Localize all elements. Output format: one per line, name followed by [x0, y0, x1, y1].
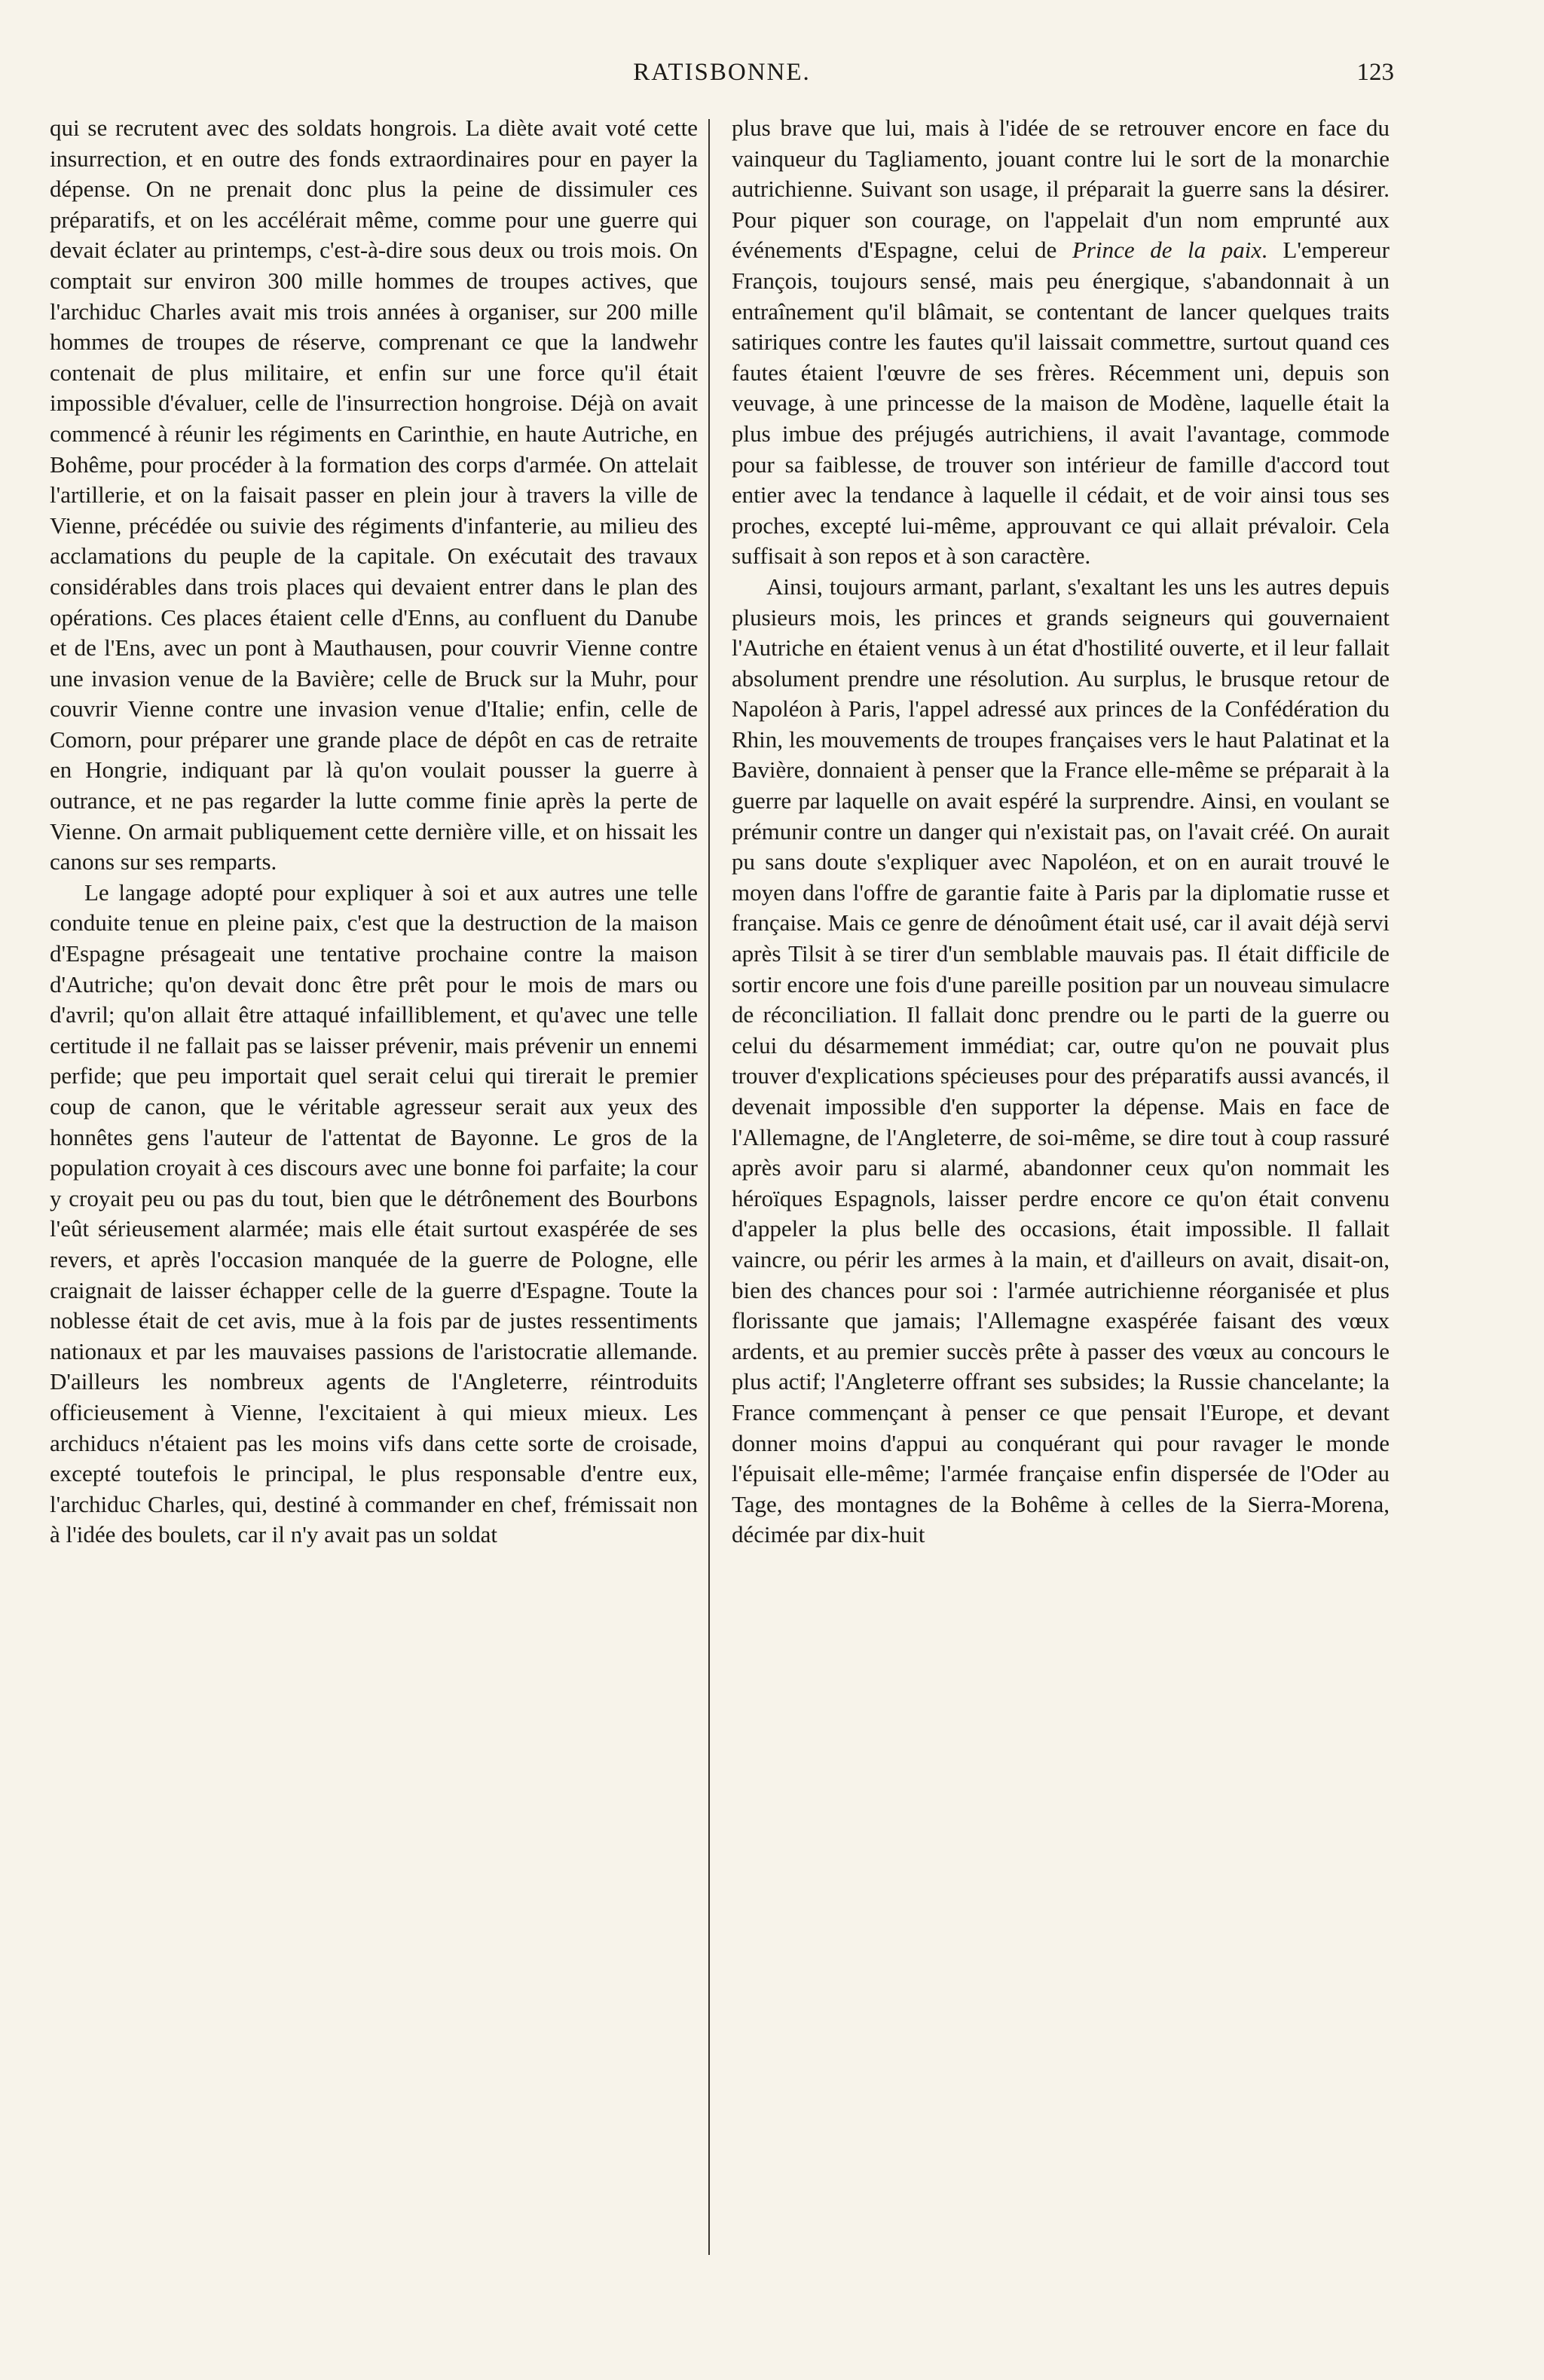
column-divider: [708, 119, 710, 2255]
paragraph: Le langage adopté pour expliquer à soi et aux autres une telle conduite tenue en pleine paix, c'est que la destruction de la maison d'Espagne présageait une tentative prochaine contre la maison d'Autriche; qu'on devait donc être prêt pour le mois de mars ou d'avril; qu'on allait être attaqué infailliblement, et qu'avec une telle certitude il ne fallait pas se laisser prévenir, mais prévenir un ennemi perfide; que peu importait quel serait celui qui tirerait le premier coup de canon, que le véritable agresseur serait aux yeux des honnêtes gens l'auteur de l'attentat de Bayonne. Le gros de la population croyait à ces discours avec une bonne foi parfaite; la cour y croyait peu ou pas du tout, bien que le détrônement des Bourbons l'eût sérieusement alarmée; mais elle était surtout exaspérée de ses revers, et après l'occasion manquée de la guerre de Pologne, elle craignait de laisser échapper celle de la guerre d'Espagne. Toute la noblesse était de cet avis, mue à la fois par de justes ressentiments nationaux et par les mauvaises passions de l'aristocratie allemande. D'ailleurs les nombreux agents de l'Angleterre, réintroduits officieusement à Vienne, l'excitaient à qui mieux mieux. Les archiducs n'étaient pas les moins vifs dans cette sorte de croisade, excepté toutefois le principal, le plus responsable d'entre eux, l'archiduc Charles, qui, destiné à commander en chef, frémissait non à l'idée des boulets, car il n'y avait pas un soldat: [50, 878, 698, 1548]
left-column: [50, 113, 698, 1551]
paragraph-text: plus brave que lui, mais à l'idée de se retrouver encore en face du vainqueur du Tagliamento, jouant contre lui le sort de la monarchie autrichienne. Suivant son usage, il préparait la guerre sans la désirer. Pour piquer son courage, on l'appelait d'un nom emprunté aux événements d'Espagne, celui de: [732, 115, 1390, 264]
paragraph: Ainsi, toujours armant, parlant, s'exaltant les uns les autres depuis plusieurs mois, les princes et grands seigneurs qui gouvernaient l'Autriche en étaient venus à un état d'hostilité ouverte, et il leur fallait absolument prendre une résolution. Au surplus, le brusque retour de Napoléon à Paris, l'appel adressé aux princes de la Confédération du Rhin, les mouvements de troupes françaises vers le haut Palatinat et la Bavière, donnaient à penser que la France elle-même se préparait à la guerre par laquelle on avait espéré la surprendre. Ainsi, en voulant se prémunir contre un danger qui n'existait pas, on l'avait créé. On aurait pu sans doute s'expliquer avec Napoléon, et on en aurait trouvé le moyen dans l'offre de garantie faite à Paris par la diplomatie russe et française. Mais ce genre de dénoûment était usé, car il avait déjà servi après Tilsit à se tirer d'un semblable mauvais pas. Il était difficile de sortir encore une fois d'une pareille position par un nouveau simulacre de réconciliation. Il fallait donc prendre ou le parti de la guerre ou celui du désarmement immédiat; car, outre qu'on ne pouvait plus trouver d'explications spécieuses pour des préparatifs aussi avancés, il devenait impossible d'en supporter la dépense. Mais en face de l'Allemagne, de l'Angleterre, de soi-même, se dire tout à coup rassuré après avoir paru si alarmé, abandonner ceux qu'on nommait les héroïques Espagnols, laisser perdre encore ce qu'on était convenu d'appeler la plus belle des occasions, était impossible. Il fallait vaincre, ou périr les armes à la main, et d'ailleurs on avait, disait-on, bien des chances pour soi : l'armée autrichienne réorganisée et plus florissante que jamais; l'Allemagne exaspérée faisant des vœux ardents, et au premier succès prête à passer des vœux au concours le plus actif; l'Angleterre offrant ses subsides; la Russie chancelante; la France commençant à penser ce que pensait l'Europe, et devant donner moins d'appui au conquérant qui pour ravager le monde l'épuisait elle-même; l'armée française enfin dispersée de l'Oder au Tage, des montagnes de la Bohême à celles de la Sierra-Morena, décimée par dix-huit: [732, 573, 1390, 1548]
paragraph-text: . L'empereur François, toujours sensé, mais peu énergique, s'abandonnait à un entraînement qu'il blâmait, se contentant de lancer quelques traits satiriques contre les fautes qu'il laissait commettre, surtout quand ces fautes étaient l'œuvre de ses frères. Récemment uni, depuis son veuvage, à une princesse de la maison de Modène, laquelle était la plus imbue des préjugés autrichiens, il avait l'avantage, commode pour sa faiblesse, de trouver son intérieur de famille d'accord tout entier avec la tendance à laquelle il cédait, et de voir ainsi tous ses proches, excepté lui-même, approuvant ce qui allait prévaloir. Cela suffisait à son repos et à son caractère.: [732, 237, 1390, 570]
running-title: RATISBONNE.: [633, 59, 811, 86]
italic-title: Prince de la paix: [1072, 237, 1262, 264]
paragraph: [732, 113, 1390, 572]
running-header: [50, 54, 1394, 92]
page-number: 123: [1356, 59, 1394, 86]
paragraph: qui se recrutent avec des soldats hongrois. La diète avait voté cette insurrection, et en outre des fonds extraordinaires pour en payer la dépense. On ne prenait donc plus la peine de dissimuler ces préparatifs, et on les accélérait même, comme pour une guerre qui devait éclater au printemps, c'est-à-dire sous deux ou trois mois. On comptait sur environ 300 mille hommes de troupes actives, que l'archiduc Charles avait mis trois années à organiser, sur 200 mille hommes de troupes de réserve, comprenant ce que la landwehr contenait de plus militaire, et enfin sur une force qu'il était impossible d'évaluer, celle de l'insurrection hongroise. Déjà on avait commencé à réunir les régiments en Carinthie, en haute Autriche, en Bohême, pour procéder à la formation des corps d'armée. On attelait l'artillerie, et on la faisait passer en plein jour à travers la ville de Vienne, précédée ou suivie des régiments d'infanterie, au milieu des acclamations du peuple de la capitale. On exécutait des travaux considérables dans trois places qui devaient entrer dans le plan des opérations. Ces places étaient celle d'Enns, au confluent du Danube et de l'Ens, avec un pont à Mauthausen, pour couvrir Vienne contre une invasion venue de la Bavière; celle de Bruck sur la Muhr, pour couvrir Vienne contre une invasion venue d'Italie; enfin, celle de Comorn, pour préparer une grande place de dépôt en cas de retraite en Hongrie, indiquant par là qu'on voulait pousser la guerre à outrance, et ne pas regarder la lutte comme finie après la perte de Vienne. On armait publiquement cette dernière ville, et on hissait les canons sur ses remparts.: [50, 115, 698, 875]
right-column: [732, 113, 1390, 1551]
